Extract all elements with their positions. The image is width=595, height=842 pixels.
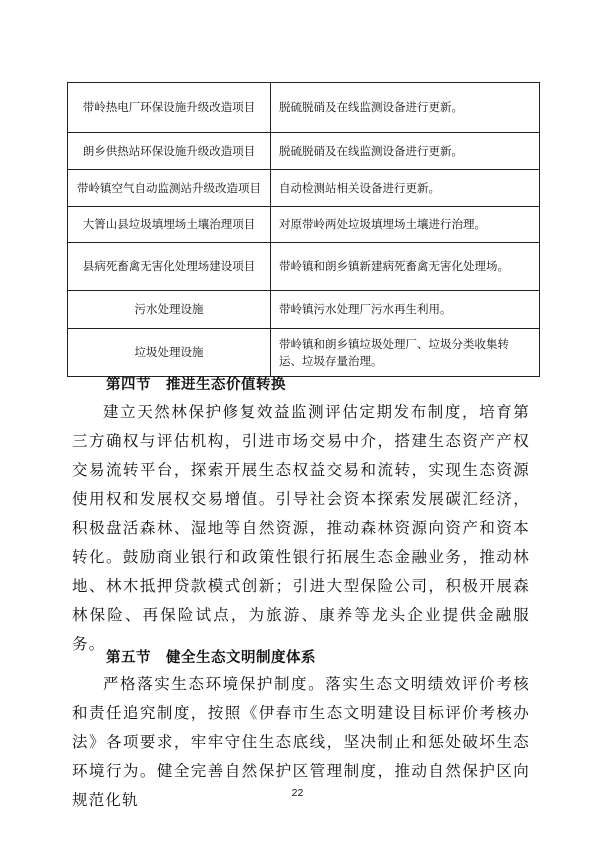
table-row: [68, 207, 540, 243]
project-desc-cell: 带岭镇和朗乡镇垃圾处理厂、垃圾分类收集转运、垃圾存量治理。: [271, 329, 540, 377]
paragraph-text: 建立天然林保护修复效益监测评估定期发布制度，培育第三方确权与评估机构，引进市场交易中介，搭建生态资产产权交易流转平台，探索开展生态权益交易和流转，实现生态资源使用权和发展权交易增值。引导社会资本探索发展碳汇经济，积极盘活森林、湿地等自然资源，推动森林资源向资产和资本转化。鼓励商业银行和政策性银行拓展生态金融业务，推动林地、林木抵押贷款模式创新；引进大型保险公司，积极开展森林保险、再保险试点，为旅游、康养等龙头企业提供金融服务。: [72, 403, 530, 653]
project-desc-cell: 带岭镇和朗乡镇新建病死畜禽无害化处理场。: [271, 243, 540, 291]
project-desc-cell: 自动检测站相关设备进行更新。: [271, 170, 540, 207]
table-row: [68, 243, 540, 291]
section-heading: 第五节 健全生态文明制度体系: [106, 650, 316, 666]
project-desc-cell: 脱硫脱硝及在线监测设备进行更新。: [271, 83, 540, 133]
table-row: [68, 329, 540, 377]
project-table: [67, 82, 540, 377]
project-name-cell: 朗乡供热站环保设施升级改造项目: [68, 133, 271, 170]
table-row: [68, 170, 540, 207]
project-name-cell: 污水处理设施: [68, 291, 271, 329]
project-desc-cell: 脱硫脱硝及在线监测设备进行更新。: [271, 133, 540, 170]
page-number: 22: [291, 787, 304, 799]
table-row: [68, 83, 540, 133]
project-name-cell: 县病死畜禽无害化处理场建设项目: [68, 243, 271, 291]
table-row: [68, 133, 540, 170]
paragraph-text: 严格落实生态环境保护制度。落实生态文明绩效评价考核和责任追究制度，按照《伊春市生态文明建设目标评价考核办法》各项要求，牢牢守住生态底线，坚决制止和惩处破坏生态环境行为。健全完善自然保护区管理制度，推动自然保护区向规范化轨: [72, 675, 530, 809]
section-heading: 第四节 推进生态价值转换: [106, 377, 286, 393]
project-name-cell: 带岭镇空气自动监测站升级改造项目: [68, 170, 271, 207]
project-name-cell: 垃圾处理设施: [68, 329, 271, 377]
table-row: [68, 291, 540, 329]
project-name-cell: 大箐山县垃圾填埋场土壤治理项目: [68, 207, 271, 243]
project-name-cell: 带岭热电厂环保设施升级改造项目: [68, 83, 271, 133]
project-desc-cell: 带岭镇污水处理厂污水再生利用。: [271, 291, 540, 329]
section-paragraph: [72, 398, 530, 659]
project-desc-cell: 对原带岭两处垃圾填埋场土壤进行治理。: [271, 207, 540, 243]
